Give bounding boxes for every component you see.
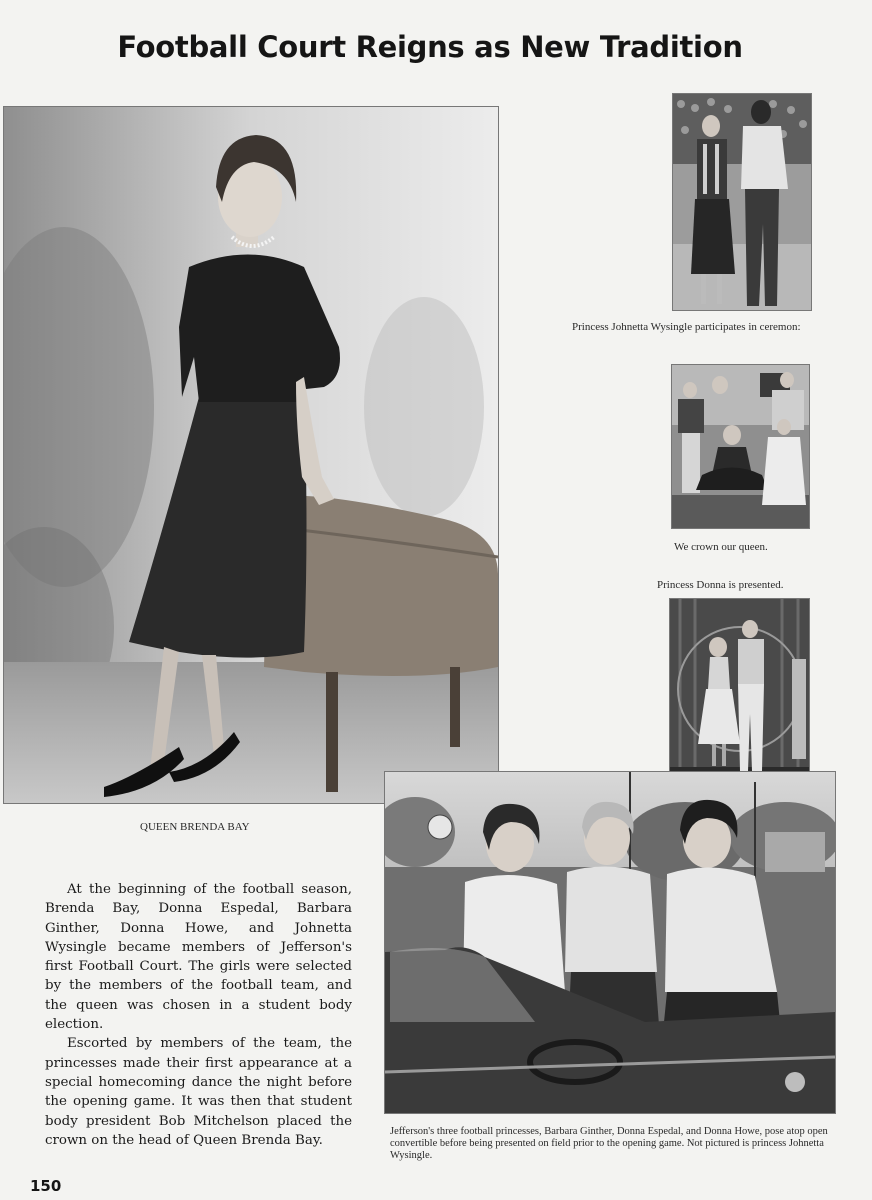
queen-portrait-photo [3, 106, 499, 804]
queen-portrait-caption: QUEEN BRENDA BAY [140, 821, 250, 833]
article-paragraph: At the beginning of the football season, Brenda Bay, Donna Espedal, Barbara Ginther, Donna Howe, and Johnetta Wysingle became members of Jefferson's first Football Court. The girls were selected by the members of the football team, and the queen was chosen in a student body election. [45, 882, 352, 1033]
ceremony-photo [672, 93, 812, 311]
princess-donna-photo [669, 598, 810, 782]
crowning-caption: We crown our queen. [674, 541, 768, 553]
article-body [45, 880, 352, 1150]
page-number: 150 [30, 1177, 62, 1195]
article-paragraph: Escorted by members of the team, the princesses made their first appearance at a special homecoming dance the night before the opening game. It was then that student body president Bob Mitchelson placed the crown on the head of Queen Brenda Bay. [45, 1036, 352, 1148]
crowning-photo [671, 364, 810, 529]
donna-caption: Princess Donna is presented. [657, 579, 784, 591]
page-title: Football Court Reigns as New Tradition [117, 30, 743, 64]
ceremony-caption: Princess Johnetta Wysingle participates in ceremon: [572, 321, 801, 333]
convertible-caption: Jefferson's three football princesses, Barbara Ginther, Donna Espedal, and Donna Howe, pose atop open convertible before being presented on field prior to the opening game. Not pictured is princess Johnetta Wysingle. [390, 1126, 828, 1161]
convertible-photo [384, 771, 836, 1114]
